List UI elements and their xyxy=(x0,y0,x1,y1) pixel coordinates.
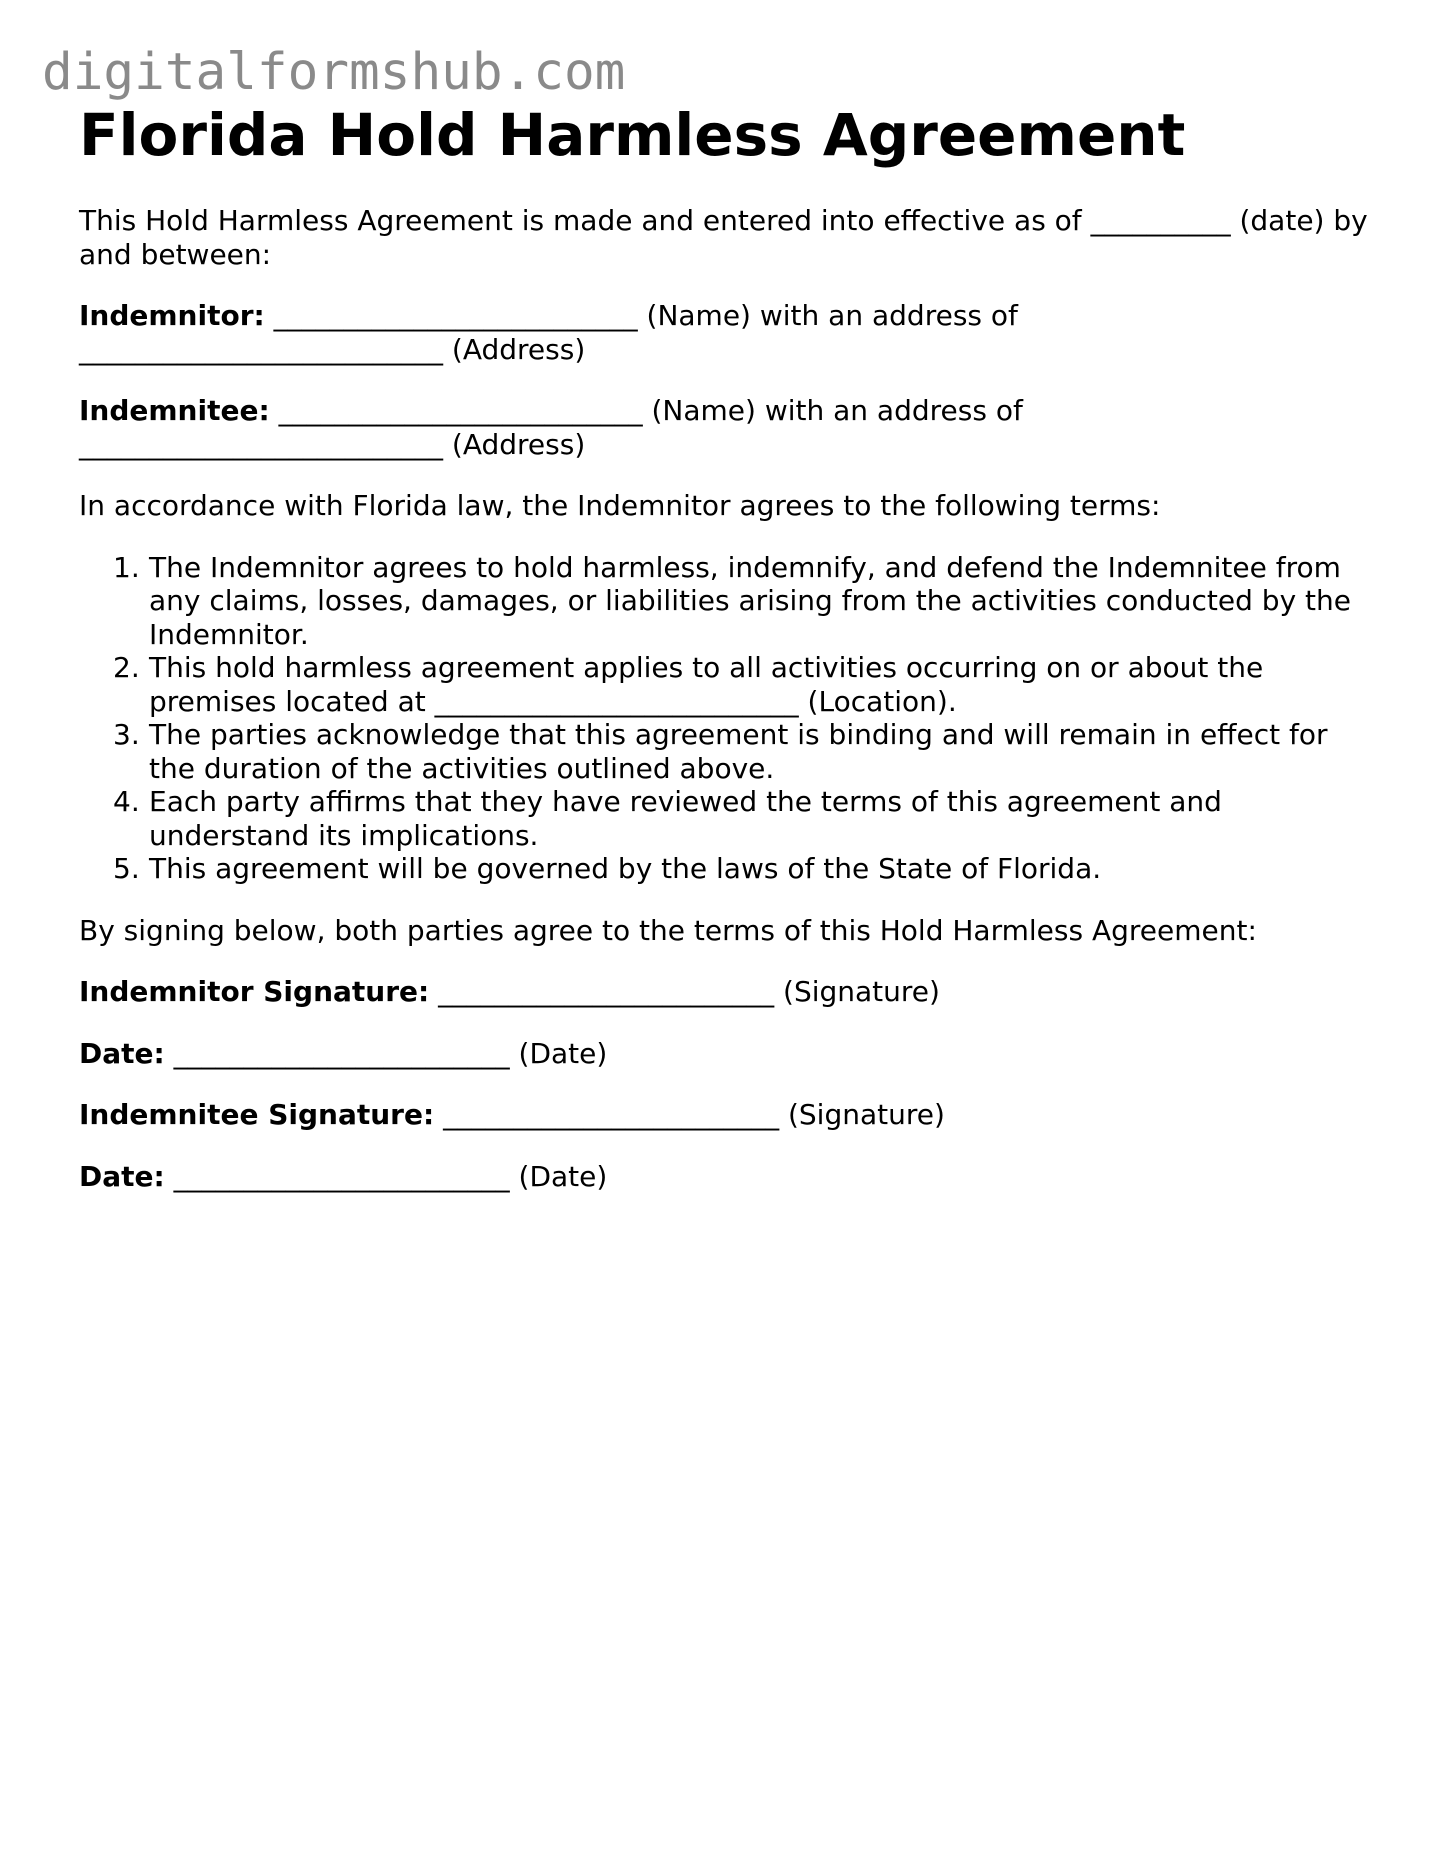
indemnitee-address-field[interactable]: __________________________ xyxy=(79,427,443,461)
indemnitee-signature-label: Indemnitee Signature: xyxy=(79,1098,435,1131)
indemnitee-signature-field[interactable]: ________________________ xyxy=(443,1098,780,1131)
indemnitor-name-field[interactable]: __________________________ xyxy=(273,299,638,332)
term-item: Each party affirms that they have reviewed the terms of this agreement and understand its implications. xyxy=(149,785,1222,852)
location-field[interactable]: __________________________ xyxy=(434,684,799,718)
intro-text-after: (date) by and between: xyxy=(79,204,1368,271)
intro-text-before: This Hold Harmless Agreement is made and entered into effective as of xyxy=(79,204,1091,237)
intro-paragraph xyxy=(79,204,1379,271)
terms-list xyxy=(79,551,1379,886)
term-item: The parties acknowledge that this agreement is binding and will remain in effect for the duration of the activities outlined above. xyxy=(149,718,1328,785)
indemnitor-name-hint: (Name) with an address of xyxy=(637,299,1018,332)
document-title: Florida Hold Harmless Agreement xyxy=(79,101,1186,169)
indemnitee-date-line xyxy=(79,1160,1379,1194)
term-2-text-before: This hold harmless agreement applies to all activities occurring on or about the premises located at xyxy=(149,651,1264,718)
indemnitor-signature-label: Indemnitor Signature: xyxy=(79,975,430,1008)
indemnitor-signature-field[interactable]: ________________________ xyxy=(438,975,775,1008)
indemnitor-date-label: Date: xyxy=(79,1036,165,1070)
indemnitor-label: Indemnitor: xyxy=(79,299,265,332)
indemnitee-date-field[interactable]: ________________________ xyxy=(173,1159,510,1193)
indemnitee-signature-hint: (Signature) xyxy=(779,1098,945,1131)
indemnitee-label: Indemnitee: xyxy=(79,394,270,427)
term-2-text-after: (Location). xyxy=(798,684,957,718)
indemnitor-signature-line xyxy=(79,975,1379,1009)
indemnitee-date-hint: (Date) xyxy=(509,1159,608,1193)
indemnitor-block xyxy=(79,299,1379,366)
indemnitor-address-hint: (Address) xyxy=(443,332,586,366)
indemnitor-date-line xyxy=(79,1037,1379,1071)
closing-paragraph: By signing below, both parties agree to the terms of this Hold Harmless Agreement: xyxy=(79,913,1257,947)
indemnitee-name-field[interactable]: __________________________ xyxy=(278,394,643,427)
term-item: The Indemnitor agrees to hold harmless, indemnify, and defend the Indemnitee from any claims, losses, damages, or liabilities arising from the activities conducted by the Indemnitor. xyxy=(149,550,1351,651)
indemnitor-date-field[interactable]: ________________________ xyxy=(173,1036,510,1070)
term-item xyxy=(149,651,1379,718)
indemnitee-date-label: Date: xyxy=(79,1159,165,1193)
indemnitee-address-hint: (Address) xyxy=(443,427,586,461)
indemnitor-date-hint: (Date) xyxy=(509,1036,608,1070)
watermark: digitalformshub.com xyxy=(42,43,626,102)
terms-intro: In accordance with Florida law, the Indemnitor agrees to the following terms: xyxy=(79,489,1161,522)
indemnitor-address-field[interactable]: __________________________ xyxy=(79,332,443,366)
indemnitee-name-hint: (Name) with an address of xyxy=(642,394,1023,427)
document-body xyxy=(79,100,1379,1193)
indemnitee-signature-line xyxy=(79,1098,1379,1132)
term-item: This agreement will be governed by the laws of the State of Florida. xyxy=(149,852,1102,885)
indemnitor-signature-hint: (Signature) xyxy=(774,975,940,1008)
effective-date-field[interactable]: __________ xyxy=(1090,204,1231,237)
indemnitee-block xyxy=(79,394,1379,461)
